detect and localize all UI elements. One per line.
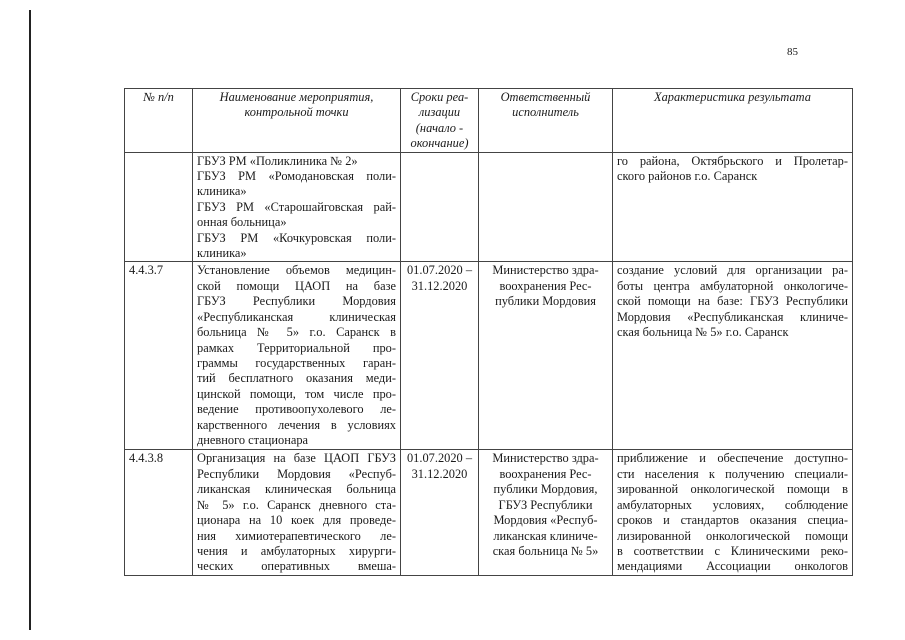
cell-executor (479, 152, 613, 262)
cell-num: 4.4.3.8 (125, 450, 193, 575)
cell-result: создание условий для организации ра- боты центра амбулаторной онкологиче- ской помощи на базе: ГБУЗ Республики Мордовия «Республиканская клиниче- ская больница № 5» г.о. Саранск (613, 262, 853, 450)
page-number: 85 (787, 46, 798, 58)
header-result: Характеристика результата (613, 89, 853, 153)
header-dates: Сроки реа- лизации (начало - окончание) (401, 89, 479, 153)
table-row (125, 450, 853, 575)
table-row (125, 262, 853, 450)
cell-num (125, 152, 193, 262)
table-row (125, 152, 853, 262)
binding-margin-line (29, 10, 31, 630)
cell-executor: Министерство здра- воохранения Рес- публики Мордовия, ГБУЗ Республики Мордовия «Респуб- ликанская клиниче- ская больница № 5» (479, 450, 613, 575)
cell-name: ГБУЗ РМ «Поликлиника № 2» ГБУЗ РМ «Ромодановская поли- клиника» ГБУЗ РМ «Старошайговская рай- онная больница» ГБУЗ РМ «Кочкуровская поли- клиника» (193, 152, 401, 262)
cell-name: Организация на базе ЦАОП ГБУЗ Республики Мордовия «Респуб- ликанская клиническая больница № 5» г.о. Саранск дневного ста- ционара на 10 коек для проведе- ния химиотерапевтического ле- чения и амбулаторных хирурги- ческих оперативных вмеша- (193, 450, 401, 575)
header-executor: Ответственный исполнитель (479, 89, 613, 153)
cell-result: приближение и обеспечение доступно- сти населения к получению специали- зированной онкологической помощи в амбулаторных условиях, соблюдение сроков и стандартов оказания специа- лизированной онкологической помощи в соответствии с Клиническими реко- мендациями Ассоциации онкологов (613, 450, 853, 575)
header-num: № п/п (125, 89, 193, 153)
cell-num: 4.4.3.7 (125, 262, 193, 450)
activities-table (124, 88, 853, 576)
cell-dates: 01.07.2020 – 31.12.2020 (401, 450, 479, 575)
cell-result: го района, Октябрьского и Пролетар- ского районов г.о. Саранск (613, 152, 853, 262)
table-header-row (125, 89, 853, 153)
cell-executor: Министерство здра- воохранения Рес- публики Мордовия (479, 262, 613, 450)
cell-dates: 01.07.2020 – 31.12.2020 (401, 262, 479, 450)
cell-name: Установление объемов медицин- ской помощи ЦАОП на базе ГБУЗ Республики Мордовия «Республиканская клиническая больница № 5» г.о. Саранск в рамках Территориальной про- граммы государственных гаран- тий бесплатного оказания меди- цинской помощи, том числе про- ведение противоопухолевого ле- карственного лечения в условиях дневного стационара (193, 262, 401, 450)
cell-dates (401, 152, 479, 262)
header-name: Наименование мероприятия, контрольной точки (193, 89, 401, 153)
